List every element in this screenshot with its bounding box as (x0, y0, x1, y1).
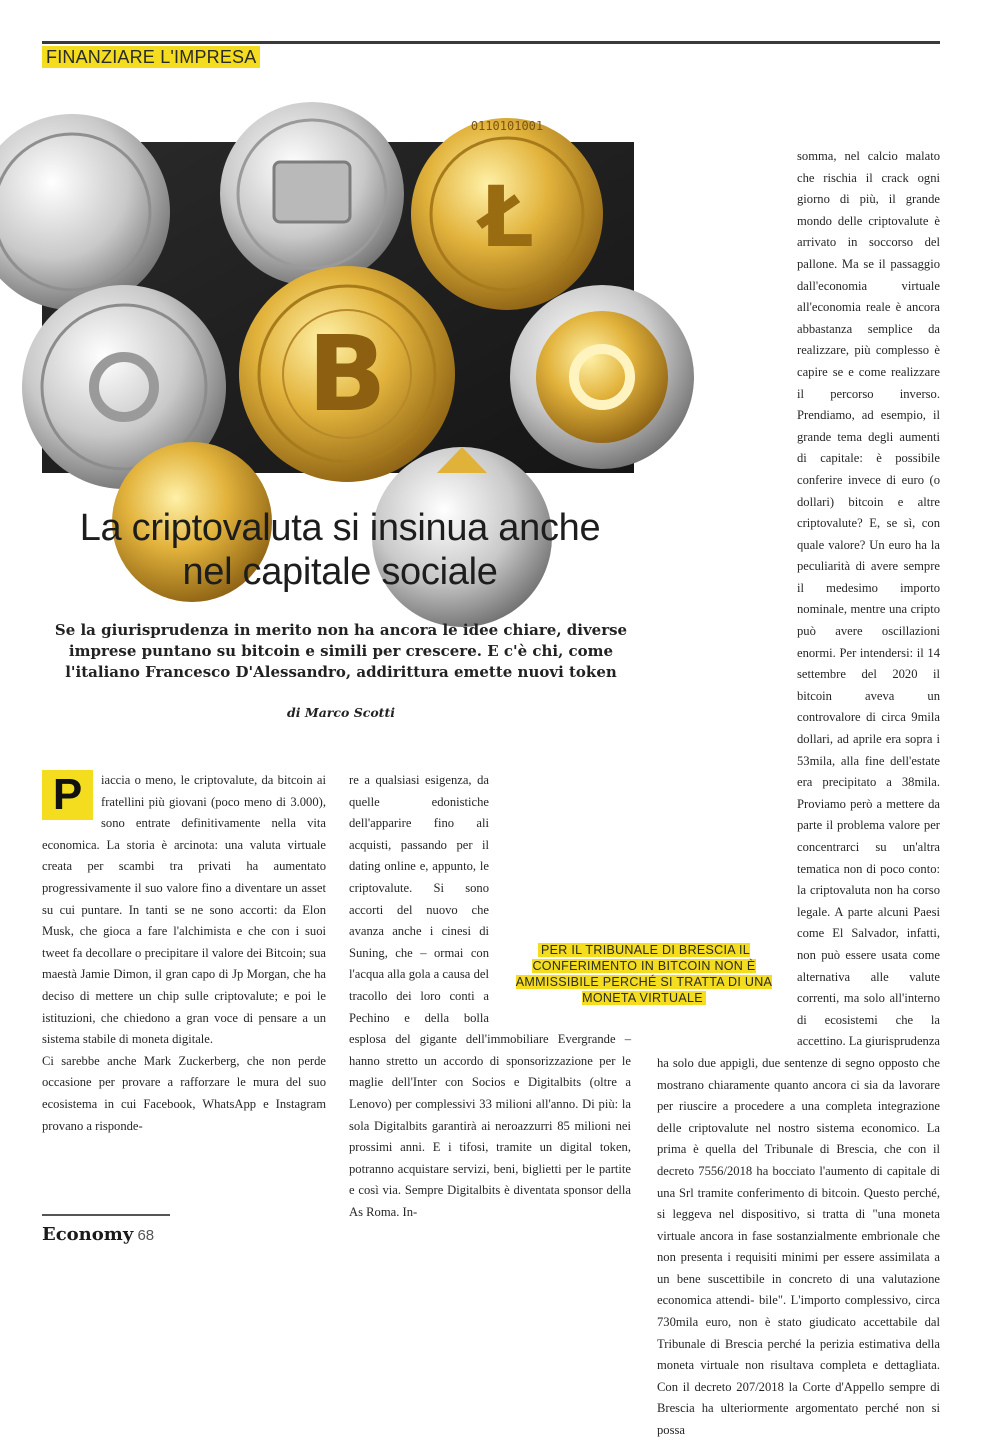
headline: La criptovaluta si insinua anche nel capitale sociale (79, 507, 601, 593)
page-number: 68 (137, 1227, 155, 1244)
paragraph (42, 770, 326, 1051)
paragraph: Ci sarebbe anche Mark Zuckerberg, che non perde occasione per provare a rafforzare le mura del suo ecosistema in cui Facebook, WhatsApp e Instagram provano a risponde- (42, 1053, 326, 1133)
top-rule (42, 41, 940, 44)
magazine-logo: Economy (42, 1224, 134, 1245)
paragraph-text: re a qualsiasi esigenza, da quelle edonistiche dell'apparire fino ali acquisti, passando per il dating online e, appunto, le criptovalute. Si sono accorti del nuovo che avanza anche i cinesi di Suning, che – ormai con l'acqua alla gola a causa del tracollo dei loro conti a Pechino e della bolla esplosa del gigante dell'immobiliare Evergrande – hanno stretto un accordo di sponsorizzazione per le maglie dell'Inter (349, 773, 631, 1090)
coins-photo (42, 119, 634, 473)
paragraph-text: bile". L'importo complessivo, circa 730mila euro, non è stato giudicato accettabile dal Tribunale di Brescia perché la perizia estimativa della moneta virtuale non risultava completa e dettagliata. Con il decreto 207/2018 la Corte d'Appello sempre di Brescia ha ulteriormente argomentato perché non si possa (657, 1293, 940, 1438)
paragraph-text: iaccia o meno, le criptovalute, da bitcoin ai fratellini più giovani (poco meno di 3.000), sono entrate definitivamente nella vita economica. La storia è arcinota: una valuta virtuale creata per scambi tra privati ha aumentato progressivamente il suo valore fino a diventare un asset su cui puntare. In tanti se ne sono accorti: da Elon Musk, che gioca a fare l'alchimista e che con i suoi tweet fa decollare o precipitare il valore dei Bitcoin; sua maestà Jamie Dimon, il gran capo di Jp Morgan, che ha deciso di mettere un chip sulle criptovalute; e poi le istituzioni, che chiedono a gran voce di pensare a un sistema stabile di moneta digitale. (42, 773, 326, 1047)
litecoin-coin (411, 118, 603, 310)
litecoin-symbol: Ł (480, 168, 534, 266)
footer (42, 1224, 154, 1245)
subhead: Se la giurisprudenza in merito non ha ancora le idee chiare, diverse imprese puntano su bitcoin e simili per crescere. E c'è chi, come l'italiano Francesco D'Alessandro, addirittura emette nuovi token (54, 621, 628, 681)
silver-coin-top-center (220, 102, 404, 286)
article-column-1 (42, 770, 326, 1137)
coin-edge-text: 0110101001 (470, 119, 544, 133)
bitcoin-symbol: B (307, 313, 387, 435)
section-tag: FINANZIARE L'IMPRESA (42, 46, 260, 68)
bitcoin-coin (239, 266, 455, 482)
paragraph-text: con Socios e Digitalbits (oltre a Lenovo) per complessivi 33 milioni all'anno. Di più: la sola Digitalbits garantirà ai neroazzurri 85 milioni nei prossimi anni. E i tifosi, tramite un digital token, potranno acquistare servizi, beni, biglietti per le partite e così via. Sempre Digitalbits è diventata sponsor della As Roma. In- (349, 1075, 631, 1219)
paragraph (657, 146, 940, 1442)
drop-cap: P (42, 770, 93, 820)
pull-quote-text: PER IL TRIBUNALE DI BRESCIA IL CONFERIMENTO IN BITCOIN NON È AMMISSIBILE PERCHÉ SI TRATTA DI UNA MONETA VIRTUALE (515, 943, 773, 1005)
paragraph-text: somma, nel calcio malato che rischia il crack ogni giorno di più, il grande mondo delle criptovalute è arrivato in soccorso del pallone. Ma se il passaggio dall'economia virtuale all'economia reale è ancora abbastanza semplice da realizzare, più complesso è capire se e come realizzare il percorso inverso. Prendiamo, ad esempio, il grande tema degli aumenti di capitale: è possibile conferire invece di euro (o dollari) bitcoin e altre criptovalute? E, se sì, con quale valore? Un euro ha la peculiarità di avere sempre il medesimo importo nominale, mentre una cripto può avere oscillazioni enormi. Per intendersi: il 14 settembre del 2020 il bitcoin aveva un controvalore di circa 9mila dollari, ad aprile era sopra i 53mila, alla fine dell'estate era precipitato a 38mila. Proviamo però a mettere da parte il problema valore per concentrarci su un'altra tematica non di poco conto: la criptovaluta non ha corso legale. A parte alcuni Paesi come El Salvador, infatti, non può essere usata come alternativa alle valute correnti, ma solo all'interno di ecosistemi che la accettino. La giurisprudenza ha solo due appigli, due sentenze di segno opposto che mostrano chiaramente quanto ancora ci sia da lavorare per riuscire a procedere a una completa integrazione delle criptovalute nel nostro sistema economico. La prima è quella del Tribunale di Brescia, che con il decreto 7556/2018 ha bocciato l'aumento di capitale di una Srl tramite conferimento di bitcoin. Questo perché, si leggeva nel dispositivo, si tratta di "una moneta virtuale ancora in fase sostanzialmente embrionale che non presenta i requisiti minimi per essere assimilata a un bene suscettibile in concreto di una valutazione economica attendi- (657, 149, 941, 1308)
footer-rule (42, 1214, 170, 1216)
article-column-3 (657, 146, 940, 1442)
pull-quote (503, 942, 785, 1006)
byline: di Marco Scotti (287, 705, 395, 720)
